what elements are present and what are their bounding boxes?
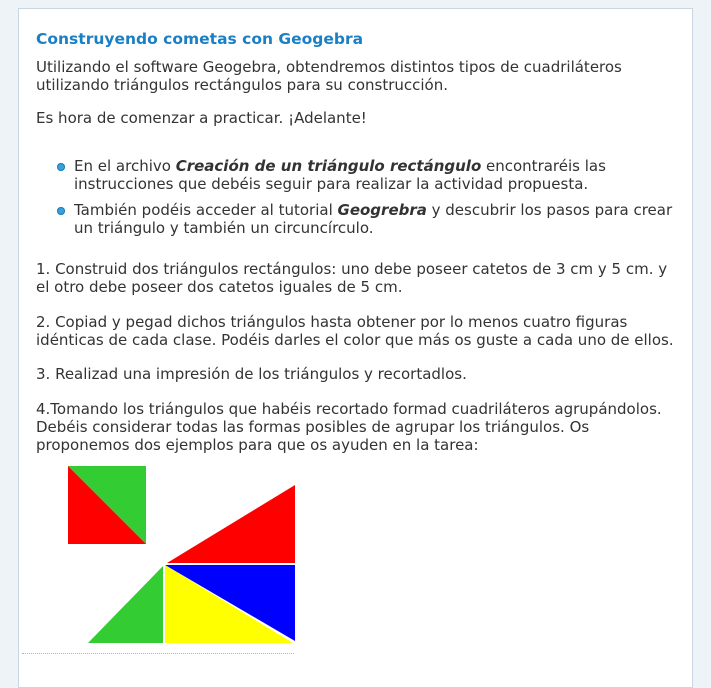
triangles-example-figure xyxy=(30,456,300,646)
red-triangle xyxy=(167,485,295,563)
practice-paragraph: Es hora de comenzar a practicar. ¡Adelante! xyxy=(36,109,367,127)
list-item: También podéis acceder al tutorial Geogrebra y descubrir los pasos para crear un triángulo y también un circuncírculo. xyxy=(57,201,677,237)
page-title: Construyendo cometas con Geogebra xyxy=(36,30,364,48)
green-triangle xyxy=(88,566,163,643)
tutorial-link[interactable]: Geogrebra xyxy=(337,201,427,219)
step-1: 1. Construid dos triángulos rectángulos: uno debe poseer catetos de 3 cm y 5 cm. y el otro debe poseer dos catetos iguales de 5 cm. xyxy=(36,260,668,296)
bullet-icon xyxy=(57,207,65,215)
square-example xyxy=(68,466,146,544)
bullet-icon xyxy=(57,163,65,171)
list-item: En el archivo Creación de un triángulo rectángulo encontraréis las instrucciones que debéis seguir para realizar la actividad propuesta. xyxy=(57,157,677,193)
intro-paragraph: Utilizando el software Geogebra, obtendremos distintos tipos de cuadriláteros utilizando triángulos rectángulos para su construcción. xyxy=(36,58,622,94)
divider xyxy=(22,653,294,654)
step-3: 3. Realizad una impresión de los triángulos y recortadlos. xyxy=(36,365,467,383)
step-4: 4.Tomando los triángulos que habéis recortado formad cuadriláteros agrupándolos. Debéis considerar todas las formas posibles de agrupar los triángulos. Os proponemos dos ejemplos para que os ayuden en la tarea: xyxy=(36,400,662,454)
resource-list xyxy=(57,157,677,245)
step-2: 2. Copiad y pegad dichos triángulos hasta obtener por lo menos cuatro figuras idénticas de cada clase. Podéis darles el color que más os guste a cada uno de ellos. xyxy=(36,313,674,349)
resource-link[interactable]: Creación de un triángulo rectángulo xyxy=(175,157,482,175)
